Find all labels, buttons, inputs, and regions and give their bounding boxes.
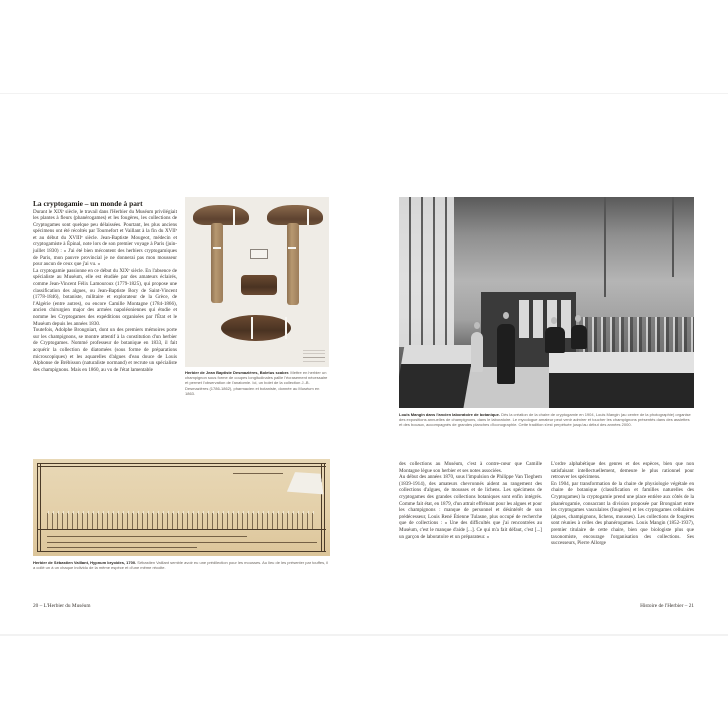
person xyxy=(545,327,565,353)
figure-caption-laboratory xyxy=(399,412,694,428)
section-heading: La cryptogamie – un monde à part xyxy=(33,199,143,208)
right-bench xyxy=(549,352,694,408)
figure-caption-vaillant xyxy=(33,560,330,570)
caption-title: Herbier de Sébastien Vaillant, Hypnum bryoides, 1700. xyxy=(33,560,137,565)
caption-title: Herbier de Jean Baptiste Desmazières, Boletus scaber. xyxy=(185,370,290,375)
bottom-divider xyxy=(0,634,728,636)
caption-text: Sébastien Vaillant semble avoir eu une prédilection pour les mousses. Au lieu de les présenter par touffes, il a collé un à un chaque individu de la même espèce et d'une même récolte. xyxy=(33,560,329,571)
folded-paper-label xyxy=(284,469,323,500)
left-page-folio: 20 – L'Herbier du Muséum xyxy=(33,603,91,609)
caption-text: Mettre en herbier un champignon sous forme de coupes longitudinales pallie l'écrasement nécessaire et permet l'observation de l'anatomie. Ici, un bolet de la collection J.-B. Desmazières (1786-1862), pharmacien et botaniste, donnée au Muséum en 1863. xyxy=(185,370,328,396)
paragraph: L'ordre alphabétique des genres et des espèces, bien que non satisfaisant intellectuellement, demeure le plus rationnel pour retrouver les spécimens. xyxy=(551,461,694,481)
person xyxy=(471,332,483,372)
paragraph: La cryptogamie passionne en ce début du XIXᵉ siècle. En l'absence de spécialiste au Muséum, elle est étudiée par des amateurs éclairés, comme Jean-Vincent Félix Lamouroux (1779-1825), qui propose une classification des algues, ou Jean-Baptiste Bory de Saint-Vincent (1778-1846), botaniste, militaire et explorateur de la Grèce, de l'Algérie (entre autres), ou encore Camille Montagne (1784-1866), ancien chirurgien major des armées napoléoniennes qui étudie et nomme les Cryptogames des expéditions organisées par l'État et le Muséum depuis les années 1830. xyxy=(33,267,177,327)
vaillant-herbarium-image xyxy=(33,459,330,556)
right-text-column-1 xyxy=(399,461,542,540)
left-text-column xyxy=(33,199,177,373)
right-text-column-2 xyxy=(551,461,694,547)
right-page-folio: Histoire de l'Herbier – 21 xyxy=(640,603,694,609)
caption-text: Dès la création de la chaire de cryptogamie en 1904, Louis Mangin (au centre de la photographie) organise des expositions annuelles de champignons, dans le laboratoire. Le mycologue amateur peut venir admirer et toucher les champignons présentés dans des assiettes et des bocaux, accompagnés de grandes planches d'iconographie. Cette tradition s'est perpétuée jusqu'au début des années 2000. xyxy=(399,412,691,428)
specimen-label xyxy=(250,249,268,259)
left-bench xyxy=(399,345,475,408)
caption-title: Louis Mangin dans l'ancien laboratoire de botanique. xyxy=(399,412,500,417)
paragraph: Durant le XIXᵉ siècle, le travail dans l'Herbier du Muséum privilégiait les plantes à fleurs (phanérogames) et les fougères, les collections de Cryptogames sont quelque peu délaissées. Pourtant, les plus anciens spécimens ont été récoltés par Tournefort et Vaillant à la fin du XVIIᵉ et au début du XVIIIᵉ siècle. Jean-Baptiste Mougeot, médecin et cryptogamiste à Épinal, note lors de son premier voyage à Paris (juin-juillet 1830) : « J'ai été bien mécontent des herbiers cryptogamiques de Paris, mon pauvre provincial je ne donnerai pas mon mousseur pour aucun de ceux que j'ai vu. » xyxy=(33,208,177,268)
person xyxy=(571,325,587,349)
figure-caption-boletus xyxy=(185,370,329,396)
paragraph: En 1904, par transformation de la chaire de physiologie végétale en chaire de botanique (classification et familles naturelles des Cryptogames) la cryptogamie prend une place entière aux côtés de la phanérogamie, consacrant la division proposée par Brongniart entre les cryptogames vasculaires (fougères) et les cryptogames cellulaires (algues, champignons, lichens, mousses). Les collections de fougères sont réunies à celles des phanérogames. Louis Mangin (1852-1937), premier titulaire de cette chaire, bien que biologiste plus que taxonomiste, encourage l'organisation des collections. Ses successeurs, Pierre Allorge xyxy=(551,480,694,547)
botany-laboratory-photo xyxy=(399,197,694,408)
paragraph: Au début des années 1870, sous l'impulsion de Philippe Van Tieghem (1839-1914), des amateurs chevronnés aident au rangement des collections d'algues, de mousses et de lichens. Les spécimens de cryptogames des grandes collections botaniques sont enfin intégrés. Comme fait état, en 1879, d'un attrait effrénant pour les algues et pour les champignons : manque de personnel et désintérêt de son prédécesseur, Louis René Étienne Tulasne, plus occupé de recherche que de collections : « Une des difficultés que j'ai rencontrées au Muséum, c'est le manque d'aide [...]. Ce qui m'a fait défaut, c'est [...] un garçon de laboratoire et un préparateur. » xyxy=(399,474,542,540)
paragraph: Toutefois, Adolphe Brongniart, dont un des premiers mémoires porte sur les champignons, se montre attentif à la constitution d'un herbier de Cryptogames. Nommé professeur de botanique en 1833, il fait acquérir la collection de diatomées (sous forme de préparations microscopiques) et les aquarelles d'algues d'eau douce de Louis Alphonse de Brébisson (naturaliste normand) et recrute un spécialiste des champignons. Mais en 1860, au vu de l'état lamentable xyxy=(33,327,177,373)
paragraph: des collections au Muséum, c'est à contre-cœur que Camille Montagne lègue son herbier et ses notes associées. xyxy=(399,461,542,474)
boletus-herbarium-image xyxy=(185,197,329,367)
handwritten-annotation xyxy=(303,347,325,363)
moss-specimens xyxy=(45,513,315,529)
person xyxy=(497,324,515,384)
laboratory-windows xyxy=(399,197,454,347)
